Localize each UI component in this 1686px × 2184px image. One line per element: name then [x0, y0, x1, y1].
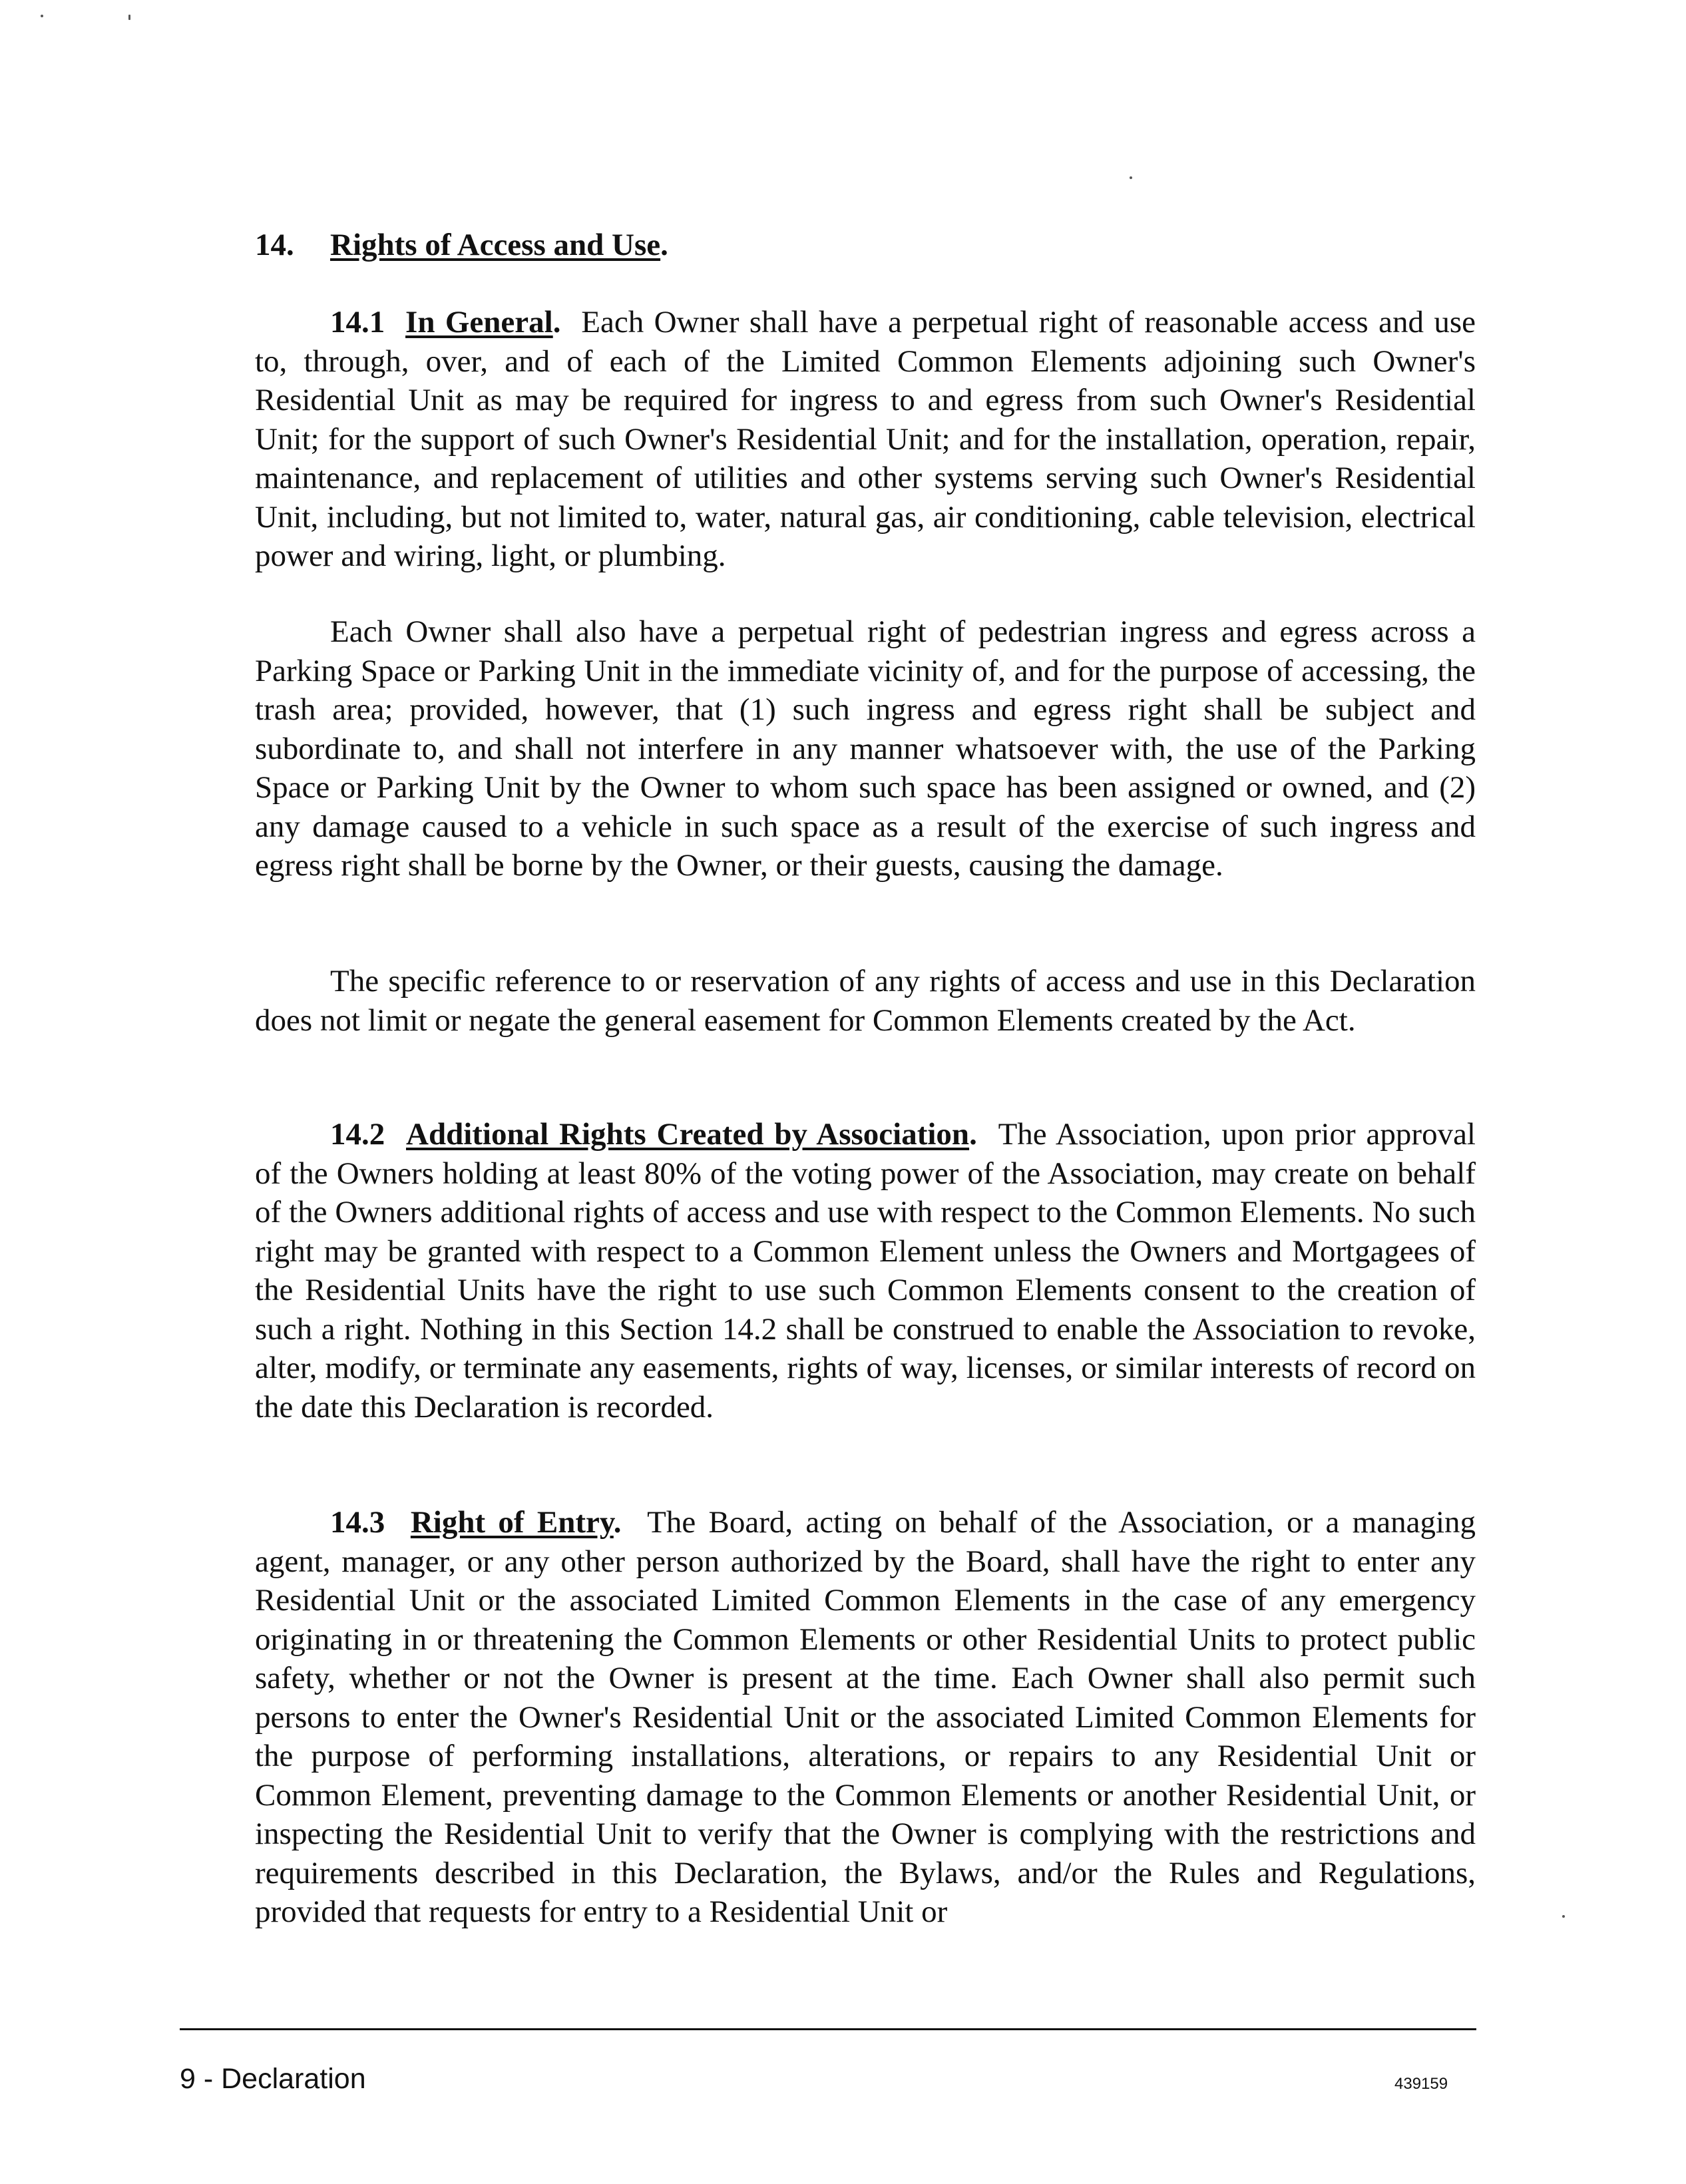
paragraph-title-period: . [552, 305, 561, 339]
paragraph-title: Right of Entry [410, 1505, 614, 1540]
scan-speck [1130, 176, 1132, 179]
section-title: Rights of Access and Use [330, 228, 661, 262]
scan-speck [41, 15, 43, 17]
paragraph-number: 14.3 [330, 1505, 385, 1540]
paragraph-text: The Board, acting on behalf of the Association, or a managing agent, manager, or any other person authorized by the Board, shall have the right to enter any Residential Unit or the associated Limited Common Elements in the case of any emergency originating in or threatening the Common Elements or other Residential Units to protect public safety, whether or not the Owner is present at the time. Each Owner shall also permit such persons to enter the Owner's Residential Unit or the associated Limited Common Elements for the purpose of performing installations, alterations, or repairs to any Residential Unit or Common Element, preventing damage to the Common Elements or another Residential Unit, or inspecting the Residential Unit to verify that the Owner is complying with the restrictions and requirements described in this Declaration, the Bylaws, and/or the Rules and Regulations, provided that requests for entry to a Residential Unit or [255, 1505, 1476, 1929]
scan-speck [1562, 1915, 1565, 1918]
paragraph-14-3 [255, 1503, 1476, 1932]
paragraph-title-period: . [969, 1117, 977, 1152]
paragraph-title: In General [405, 305, 553, 339]
section-title-period: . [660, 228, 668, 262]
paragraph-14-2 [255, 1115, 1476, 1426]
section-number: 14. [255, 228, 294, 262]
paragraph-text: Each Owner shall have a perpetual right of reasonable access and use to, through, over, and of each of the Limited Common Elements adjoining such Owner's Residential Unit as may be required for ingress to and egress from such Owner's Residential Unit; for the support of such Owner's Residential Unit; and for the installation, operation, repair, maintenance, and replacement of utilities and other systems serving such Owner's Residential Unit, including, but not limited to, water, natural gas, air conditioning, cable television, electrical power and wiring, light, or plumbing. [255, 305, 1476, 573]
paragraph-14-1 [255, 303, 1476, 576]
paragraph-title: Additional Rights Created by Association [406, 1117, 970, 1152]
paragraph-number: 14.2 [330, 1117, 385, 1152]
scan-speck [128, 15, 130, 20]
paragraph-title-period: . [613, 1505, 622, 1540]
paragraph-number: 14.1 [330, 305, 385, 339]
footer-divider [180, 2028, 1476, 2030]
footer-page-label: 9 - Declaration [180, 2063, 366, 2095]
paragraph-text: Each Owner shall also have a perpetual right of pedestrian ingress and egress across a Parking Space or Parking Unit in the immediate vicinity of, and for the purpose of accessing, the trash area; provided, however, that (1) such ingress and egress right shall be subject and subordinate to, and shall not interfere in any manner whatsoever with, the use of the Parking Space or Parking Unit by the Owner to whom such space has been assigned or owned, and (2) any damage caused to a vehicle in such space as a result of the exercise of such ingress and egress right shall be borne by the Owner, or their guests, causing the damage. [255, 614, 1476, 883]
section-heading [255, 225, 668, 265]
paragraph-text: The specific reference to or reservation of any rights of access and use in this Declaration does not limit or negate the general easement for Common Elements created by the Act. [255, 964, 1476, 1038]
paragraph-text: The Association, upon prior approval of the Owners holding at least 80% of the voting power of the Association, may create on behalf of the Owners additional rights of access and use with respect to the Common Elements. No such right may be granted with respect to a Common Element unless the Owners and Mortgagees of the Residential Units have the right to use such Common Elements consent to the creation of such a right. Nothing in this Section 14.2 shall be construed to enable the Association to revoke, alter, modify, or terminate any easements, rights of way, licenses, or similar interests of record on the date this Declaration is recorded. [255, 1117, 1476, 1424]
paragraph-pedestrian-access [255, 612, 1476, 885]
footer-document-number: 439159 [1394, 2075, 1448, 2093]
paragraph-specific-reference [255, 962, 1476, 1040]
